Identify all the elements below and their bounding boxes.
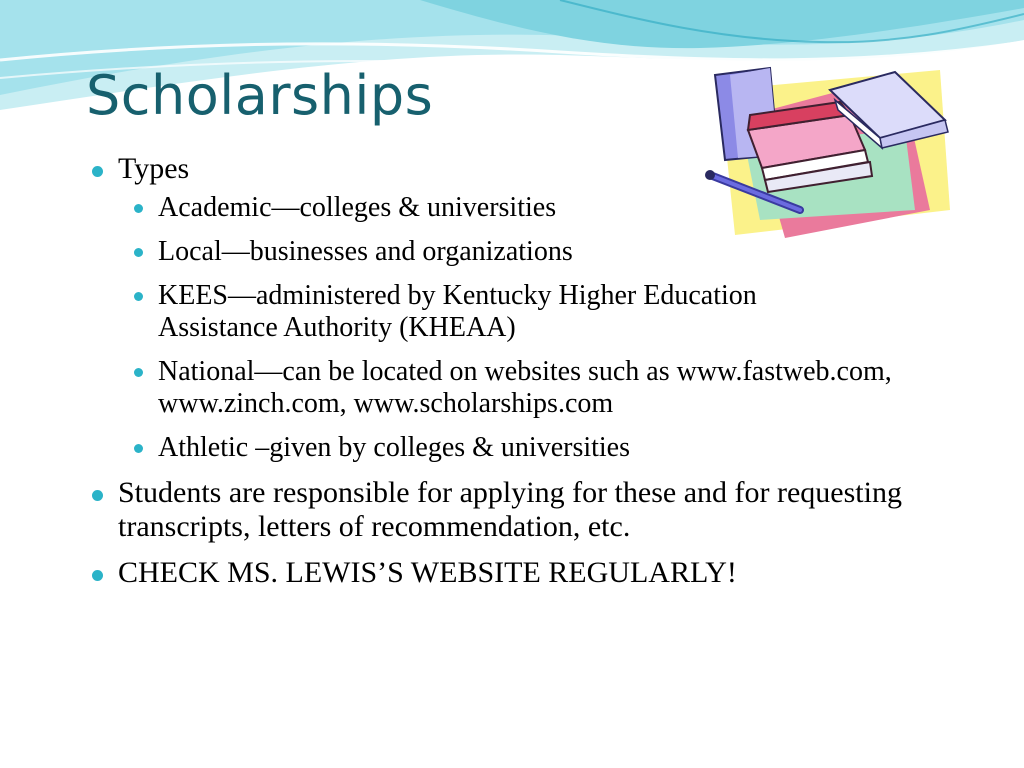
bullet-types (90, 152, 950, 464)
circle-bullet-icon (134, 368, 143, 377)
bullet-text: CHECK MS. LEWIS’S WEBSITE REGULARLY! (118, 556, 737, 589)
sub-bullet-athletic (132, 432, 950, 464)
bullet-check-website (90, 556, 950, 590)
circle-bullet-icon (134, 444, 143, 453)
bullet-text: Students are responsible for applying for these and for requesting transcripts, letters of recommendation, etc. (118, 476, 902, 543)
bullet-list (90, 152, 950, 590)
sub-bullet-text: Local—businesses and organizations (158, 236, 573, 267)
circle-bullet-icon (92, 166, 103, 177)
sub-bullet-academic (132, 192, 950, 224)
sub-bullet-text: National—can be located on websites such as www.fastweb.com, www.zinch.com, www.scholarships.com (158, 356, 892, 419)
sub-bullet-national (132, 356, 898, 420)
sub-bullet-text: Athletic –given by colleges & universities (158, 432, 631, 463)
bullet-students-responsible (90, 476, 938, 544)
bullet-text: Types (118, 152, 190, 185)
circle-bullet-icon (92, 490, 103, 501)
sub-bullet-text: KEES—administered by Kentucky Higher Education Assistance Authority (KHEAA) (158, 280, 757, 343)
sub-bullet-local (132, 236, 950, 268)
sub-bullet-list (132, 192, 950, 464)
circle-bullet-icon (134, 204, 143, 213)
slide-title: Scholarships (86, 64, 434, 127)
circle-bullet-icon (92, 570, 103, 581)
sub-bullet-text: Academic—colleges & universities (158, 192, 557, 223)
sub-bullet-kees (132, 280, 838, 344)
circle-bullet-icon (134, 292, 143, 301)
circle-bullet-icon (134, 248, 143, 257)
